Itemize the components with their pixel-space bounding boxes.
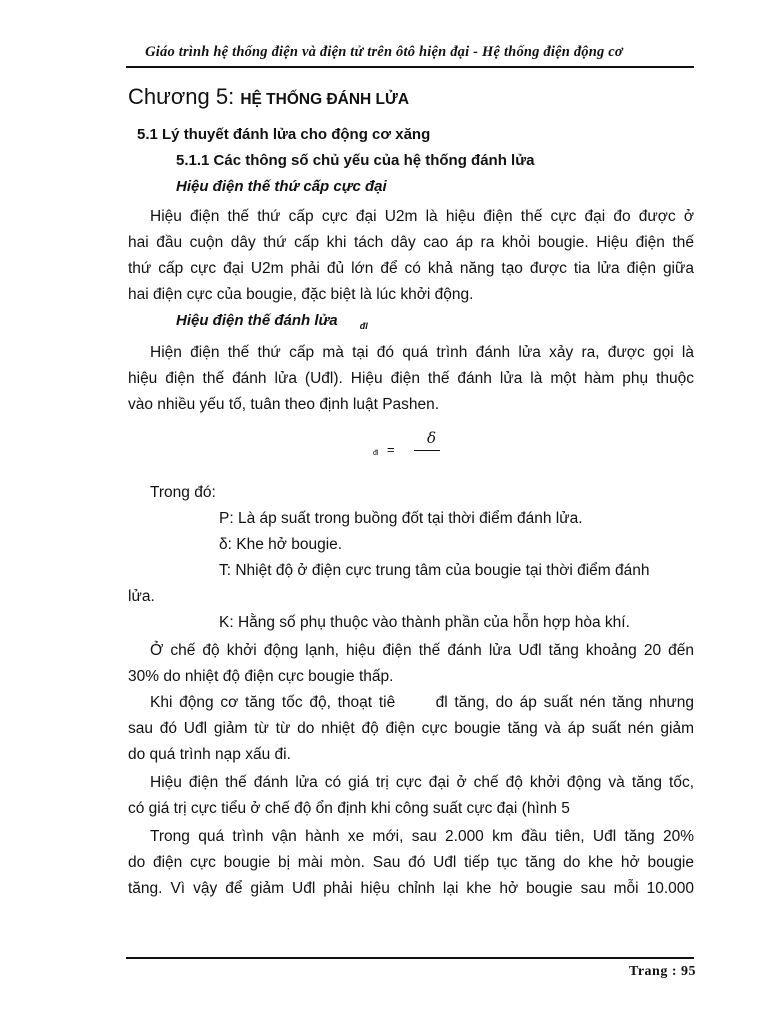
para6-line3: tăng. Vì vậy để giảm Uđl phải hiệu chỉnh lại khe hở bougie sau mỗi 10.000 xyxy=(128,880,694,897)
page-number: Trang : 95 xyxy=(629,964,696,979)
para1-line2: hai đầu cuộn dây thứ cấp khi tách dây cao áp ra khỏi bougie. Hiệu điện thế xyxy=(128,234,694,251)
running-header: Giáo trình hệ thống điện và điện tử trên ôtô hiện đại - Hệ thống điện động cơ xyxy=(145,44,623,60)
para6-line2: do điện cực bougie bị mài mòn. Sau đó Uđl tiếp tục tăng do khe hở bougie xyxy=(128,854,694,871)
def-pressure: P: Là áp suất trong buồng đốt tại thời điểm đánh lửa. xyxy=(219,510,583,527)
subsection-heading: 5.1.1 Các thông số chủ yếu của hệ thống đánh lửa xyxy=(176,152,535,169)
para2-line3: vào nhiều yếu tố, tuân theo định luật Pashen. xyxy=(128,396,440,413)
def-temperature: T: Nhiệt độ ở điện cực trung tâm của bougie tại thời điểm đánh xyxy=(219,562,650,579)
para4-line3: do quá trình nạp xấu đi. xyxy=(128,746,291,763)
para3-line2: 30% do nhiệt độ điện cực bougie thấp. xyxy=(128,668,394,685)
para1-line1: Hiệu điện thế thứ cấp cực đại U2m là hiệu điện thế cực đại đo được ở xyxy=(150,208,694,225)
def-constant: K: Hằng số phụ thuộc vào thành phần của hỗn hợp hòa khí. xyxy=(219,614,630,631)
para2-line2: hiệu điện thế đánh lửa (Uđl). Hiệu điện thế đánh lửa là một hàm phụ thuộc xyxy=(128,370,694,387)
heading-ignition-voltage-subscript: đl xyxy=(359,321,368,331)
chapter-name: HỆ THỐNG ĐÁNH LỬA xyxy=(240,91,410,108)
para5-line2: có giá trị cực tiểu ở chế độ ổn định khi công suất cực đại (hình 5 xyxy=(128,800,570,817)
para4-line1: Khi động cơ tăng tốc độ, thoạt tiê đl tăng, do áp suất nén tăng nhưng xyxy=(150,694,694,711)
para1-line4: hai điện cực của bougie, đặc biệt là lúc khởi động. xyxy=(128,286,474,303)
para2-line1: Hiện điện thế thứ cấp mà tại đó quá trình đánh lửa xảy ra, được gọi là xyxy=(150,344,694,361)
def-temperature-cont: lửa. xyxy=(128,588,155,605)
formula-subscript: đl xyxy=(373,450,379,457)
def-gap: δ: Khe hở bougie. xyxy=(219,536,343,553)
where-label: Trong đó: xyxy=(150,484,216,501)
chapter-title xyxy=(128,84,409,110)
footer-rule xyxy=(126,957,694,959)
formula-numerator: δ xyxy=(427,429,437,447)
section-heading: 5.1 Lý thuyết đánh lửa cho động cơ xăng xyxy=(137,126,431,143)
heading-ignition-voltage-text: Hiệu điện thế đánh lửa xyxy=(176,312,338,329)
formula-fraction-bar xyxy=(414,450,440,451)
chapter-prefix: Chương 5: xyxy=(128,84,241,109)
para6-line1: Trong quá trình vận hành xe mới, sau 2.000 km đầu tiên, Uđl tăng 20% xyxy=(150,828,694,845)
heading-ignition-voltage xyxy=(176,312,368,329)
para5-line1: Hiệu điện thế đánh lửa có giá trị cực đại ở chế độ khởi động và tăng tốc, xyxy=(150,774,694,791)
para3-line1: Ở chế độ khởi động lạnh, hiệu điện thế đánh lửa Uđl tăng khoảng 20 đến xyxy=(150,642,694,659)
formula-equals: = xyxy=(387,442,395,457)
header-rule xyxy=(126,66,694,68)
heading-max-secondary-voltage: Hiệu điện thế thứ cấp cực đại xyxy=(176,178,387,195)
para4-line2: sau đó Uđl giảm từ từ do nhiệt độ điện cực bougie tăng và áp suất nén giảm xyxy=(128,720,694,737)
para1-line3: thứ cấp cực đại U2m phải đủ lớn để có khả năng tạo được tia lửa điện giữa xyxy=(128,260,694,277)
